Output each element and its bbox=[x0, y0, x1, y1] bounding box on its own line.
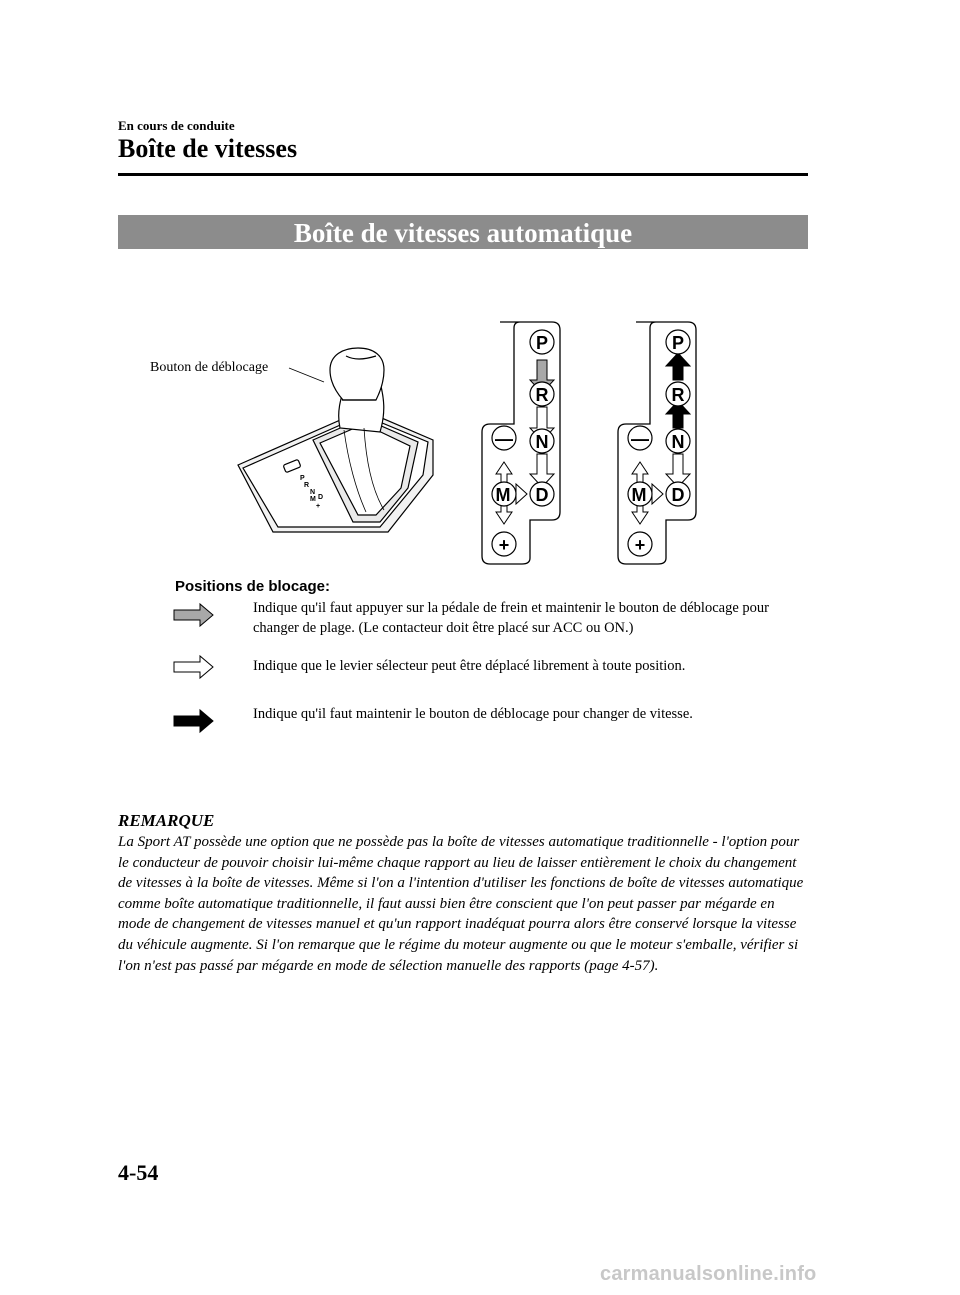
page-number: 4-54 bbox=[118, 1160, 159, 1185]
watermark: carmanualsonline.info bbox=[600, 1263, 817, 1285]
shifter-marking-r: R bbox=[304, 482, 310, 489]
gate2-d: D bbox=[671, 485, 685, 505]
gate2-n: N bbox=[671, 432, 685, 452]
gate1-m: M bbox=[495, 485, 511, 505]
shift-gate-diagram-1 bbox=[482, 322, 560, 564]
gate2-r: R bbox=[671, 385, 685, 405]
release-button-leader bbox=[289, 368, 324, 382]
title-rule bbox=[118, 173, 808, 176]
gate2-minus: — bbox=[631, 429, 649, 449]
note-body: La Sport AT possède une option que ne possède pas la boîte de vitesses automatique traditionnelle - l'option pour le conducteur de pouvoir choisir lui-même chaque rapport au lieu de laisser entièrement le choix du changement de vitesses à la boîte de vitesses. Même si l'on a l'intention d'utiliser les fonctions de boîte de vitesses automatique comme boîte automatique traditionnelle, il faut aussi bien être conscient que l'on peut passer par mégarde en mode de changement de vitesses manuel et qu'un rapport inadéquat pourra alors être conservé lorsque la vitesse du véhicule augmente. Si l'on remarque que le régime du moteur augmente ou que le moteur s'emballe, vérifier si l'on n'est pas passé par mégarde en mode de sélection manuelle des rapports (page 4-57). bbox=[118, 834, 804, 974]
gate2-m: M bbox=[631, 485, 647, 505]
gate2-plus: + bbox=[634, 535, 646, 555]
page-title: Boîte de vitesses bbox=[118, 134, 298, 163]
gate1-minus: — bbox=[495, 429, 513, 449]
shift-gate-diagram-2 bbox=[618, 322, 696, 564]
legend-item-gray: Indique qu'il faut appuyer sur la pédale de frein et maintenir le bouton de déblocage pour changer de plage. (Le contacteur doit être placé sur ACC ou ON.) bbox=[253, 600, 769, 636]
gate1-d: D bbox=[535, 485, 549, 505]
section-label: En cours de conduite bbox=[118, 118, 235, 133]
gate1-r: R bbox=[535, 385, 549, 405]
gate1-p: P bbox=[535, 333, 549, 353]
shifter-marking-m: M bbox=[310, 496, 316, 503]
gate1-plus: + bbox=[498, 535, 510, 555]
gate2-p: P bbox=[671, 333, 685, 353]
shifter-marking-d: D bbox=[318, 494, 324, 501]
legend-item-outline: Indique que le levier sélecteur peut être déplacé librement à toute position. bbox=[253, 658, 686, 674]
shift-gate-figure bbox=[118, 300, 808, 600]
shifter-marking-n: N bbox=[310, 489, 316, 496]
section-banner: Boîte de vitesses automatique bbox=[118, 215, 808, 249]
outline-arrow-icon bbox=[172, 653, 216, 681]
gate1-n: N bbox=[535, 432, 549, 452]
gray-arrow-icon bbox=[172, 601, 216, 629]
legend-title: Positions de blocage: bbox=[175, 578, 331, 595]
note-title: REMARQUE bbox=[118, 811, 215, 830]
shifter-marking-p: P bbox=[300, 475, 305, 482]
shifter-marking-plus: + bbox=[316, 503, 321, 510]
release-button-label: Bouton de déblocage bbox=[150, 360, 269, 375]
legend-item-black: Indique qu'il faut maintenir le bouton de déblocage pour changer de vitesse. bbox=[253, 706, 693, 722]
black-arrow-icon bbox=[172, 707, 216, 735]
